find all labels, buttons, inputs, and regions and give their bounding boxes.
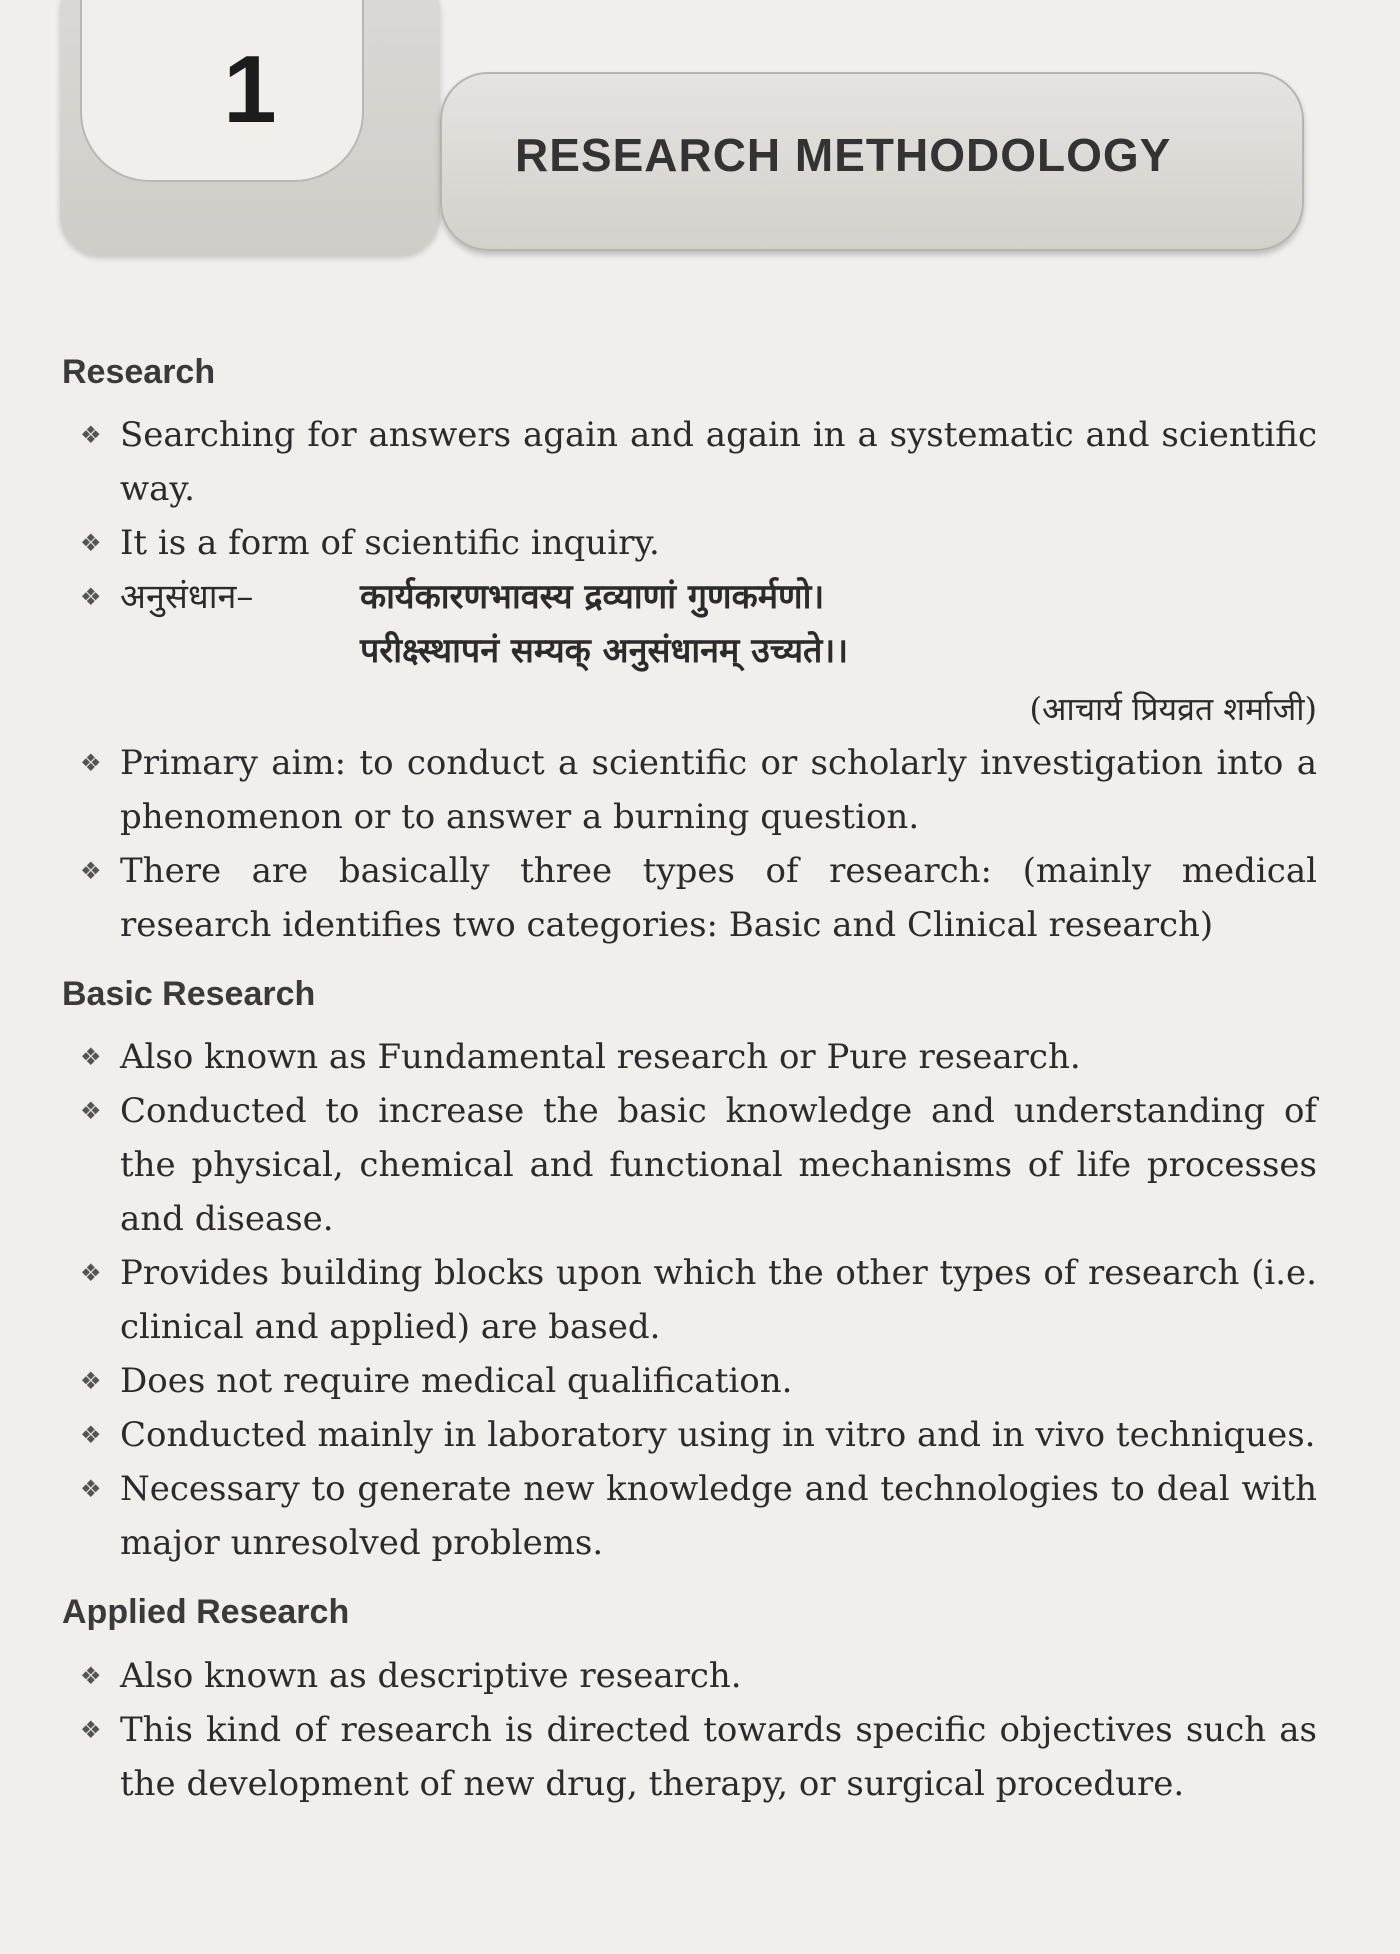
list-item: ❖ Conducted mainly in laboratory using in vitro and in vivo techniques. (62, 1408, 1317, 1462)
diamond-bullet-icon: ❖ (80, 1661, 102, 1690)
basic-research-list (62, 1030, 1317, 1570)
diamond-bullet-icon: ❖ (80, 583, 102, 612)
sanskrit-verse-item (62, 570, 1317, 736)
list-item: ❖ Searching for answers again and again in a systematic and scientific way. (62, 408, 1317, 516)
diamond-bullet-icon: ❖ (80, 421, 102, 450)
diamond-bullet-icon: ❖ (80, 749, 102, 778)
verse-line: परीक्ष्स्थापनं सम्यक् अनुसंधानम् उच्यते।। (360, 631, 849, 672)
list-item: ❖ Primary aim: to conduct a scientific or scholarly investigation into a phenomenon or to answer a burning question. (62, 736, 1317, 844)
verse-line: कार्यकारणभावस्य द्रव्याणां गुणकर्मणो। (360, 577, 825, 618)
research-list (62, 408, 1317, 952)
diamond-bullet-icon: ❖ (80, 1715, 102, 1744)
diamond-bullet-icon: ❖ (80, 1043, 102, 1072)
section-heading-applied-research: Applied Research (62, 1593, 350, 1632)
diamond-bullet-icon: ❖ (80, 529, 102, 558)
list-item: ❖ Also known as Fundamental research or Pure research. (62, 1030, 1317, 1084)
diamond-bullet-icon: ❖ (80, 1421, 102, 1450)
verse-lines (360, 570, 1317, 678)
diamond-bullet-icon: ❖ (80, 1097, 102, 1126)
verse-attribution: (आचार्य प्रियव्रत शर्माजी) (1029, 690, 1317, 729)
diamond-bullet-icon: ❖ (80, 1259, 102, 1288)
list-item: ❖ Conducted to increase the basic knowledge and understanding of the physical, chemical and functional mechanisms of life processes and disease. (62, 1084, 1317, 1246)
page-content (62, 350, 1317, 1831)
section-heading-research: Research (62, 353, 216, 391)
chapter-title: RESEARCH METHODOLOGY (515, 129, 1172, 181)
applied-research-list (62, 1649, 1317, 1811)
section-heading-basic-research: Basic Research (62, 975, 316, 1014)
list-item: ❖ Provides building blocks upon which the other types of research (i.e. clinical and applied) are based. (62, 1246, 1317, 1354)
list-item: ❖ This kind of research is directed towards specific objectives such as the development of new drug, therapy, or surgical procedure. (62, 1703, 1317, 1811)
chapter-number: 1 (223, 36, 277, 143)
diamond-bullet-icon: ❖ (80, 1367, 102, 1396)
verse-label: अनुसंधान– (120, 577, 254, 618)
list-item: ❖ Necessary to generate new knowledge and technologies to deal with major unresolved problems. (62, 1462, 1317, 1570)
list-item: ❖ Also known as descriptive research. (62, 1649, 1317, 1703)
list-item: ❖ It is a form of scientific inquiry. (62, 516, 1317, 570)
diamond-bullet-icon: ❖ (80, 857, 102, 886)
list-item: ❖ There are basically three types of research: (mainly medical research identifies two categories: Basic and Clinical research) (62, 844, 1317, 952)
list-item: ❖ Does not require medical qualification. (62, 1354, 1317, 1408)
diamond-bullet-icon: ❖ (80, 1475, 102, 1504)
